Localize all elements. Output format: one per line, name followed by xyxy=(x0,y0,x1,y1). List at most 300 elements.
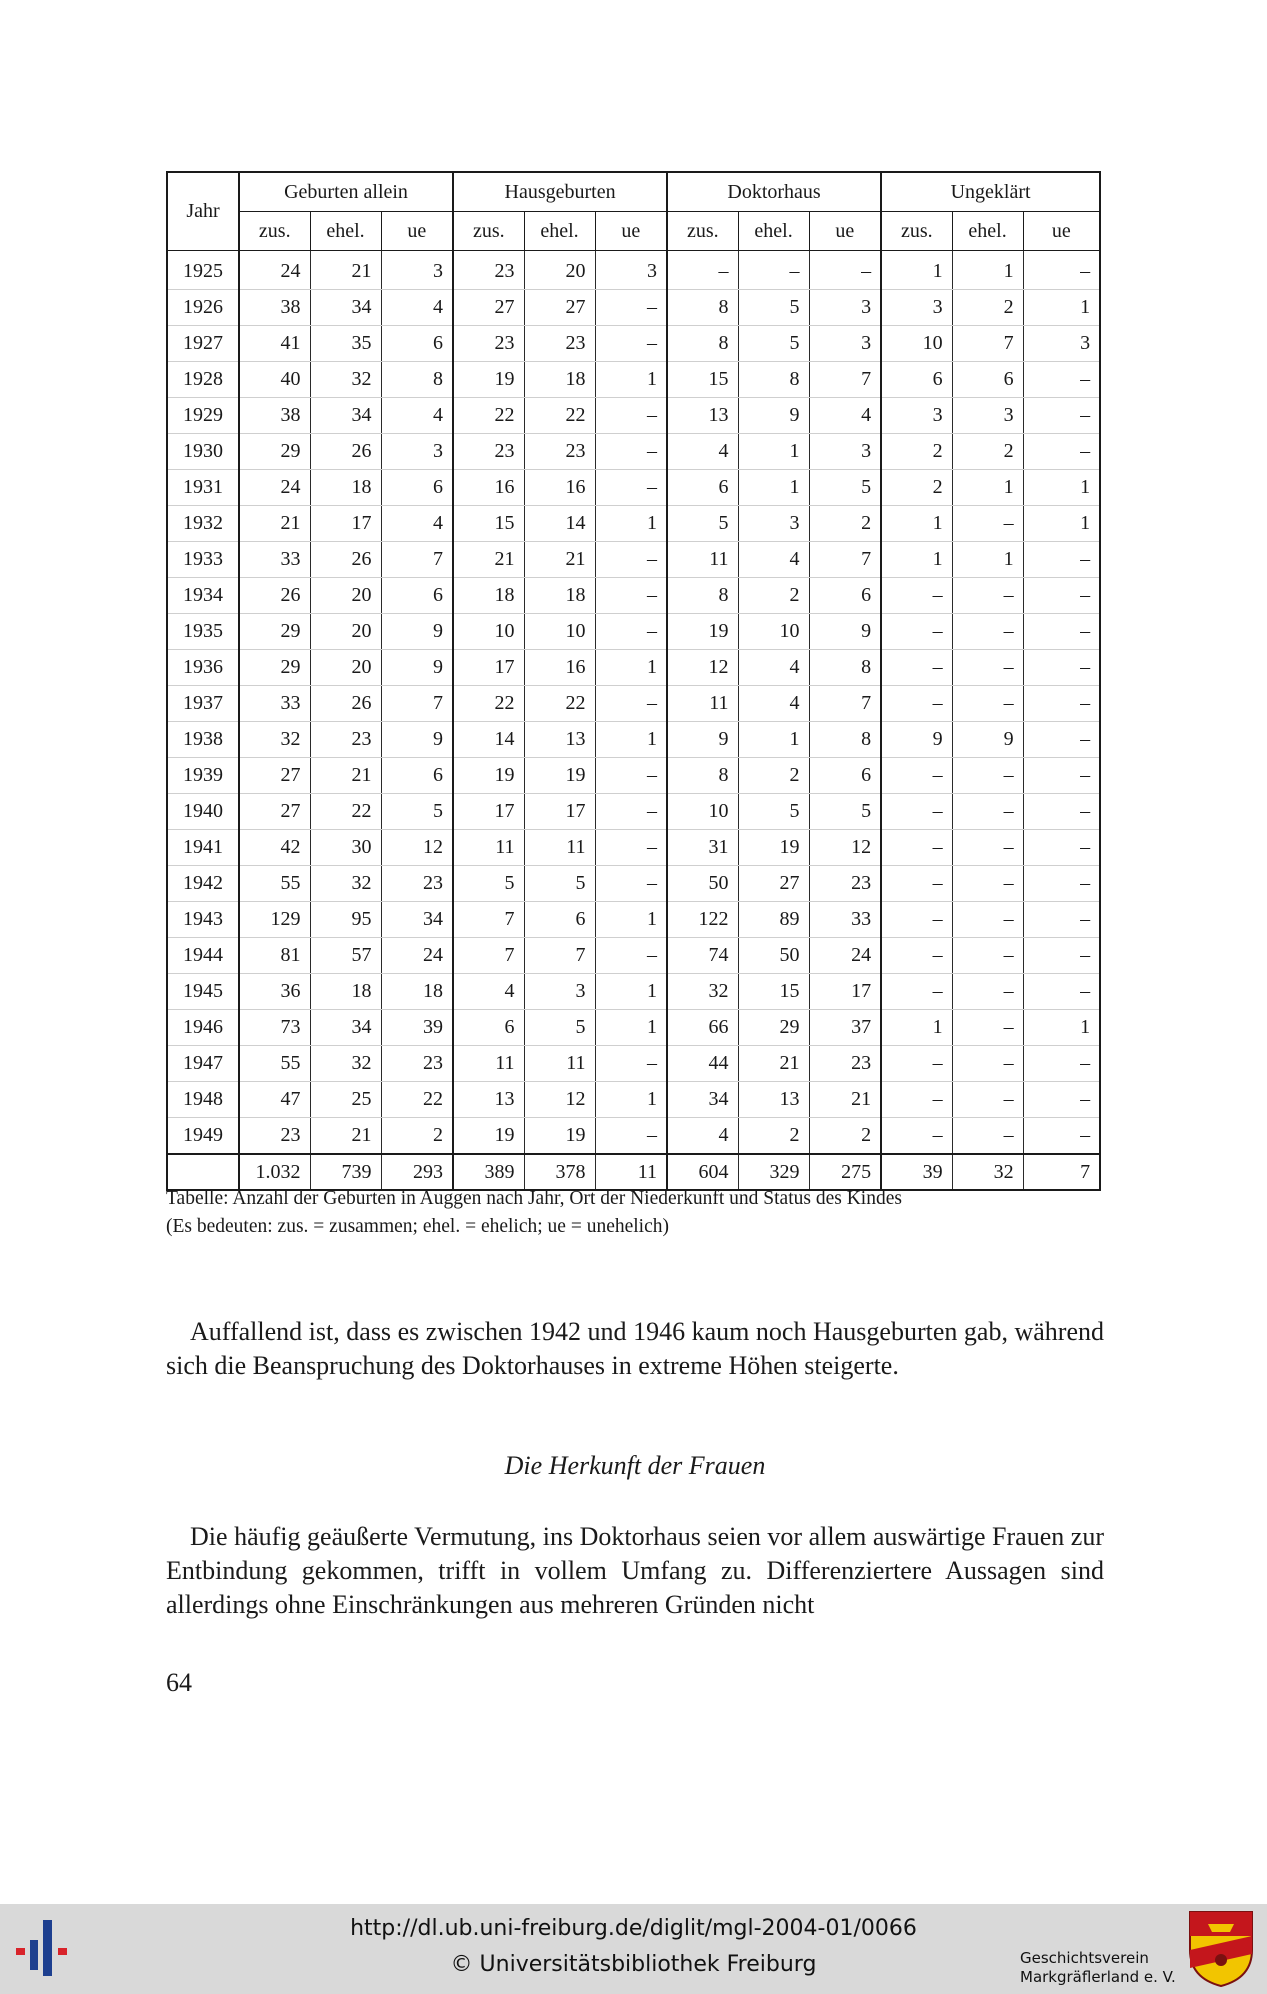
table-cell: – xyxy=(1023,1082,1100,1118)
table-cell: 36 xyxy=(239,974,310,1010)
table-body xyxy=(167,251,1100,1155)
table-cell: 18 xyxy=(310,974,381,1010)
table-cell: 12 xyxy=(524,1082,595,1118)
table-cell: 24 xyxy=(809,938,881,974)
year-cell: 1931 xyxy=(167,470,239,506)
subheader-ue: ue xyxy=(381,212,453,251)
table-cell: 23 xyxy=(381,1046,453,1082)
table-cell: 26 xyxy=(239,578,310,614)
table-row xyxy=(167,578,1100,614)
table-cell: – xyxy=(952,758,1023,794)
table-row xyxy=(167,542,1100,578)
table-cell: 20 xyxy=(310,578,381,614)
society-name-line-1: Geschichtsverein xyxy=(1020,1949,1149,1967)
table-cell: 24 xyxy=(239,251,310,290)
births-table xyxy=(166,171,1101,1191)
table-cell: – xyxy=(1023,362,1100,398)
table-cell: 2 xyxy=(738,1118,809,1155)
table-cell: 6 xyxy=(381,470,453,506)
table-cell: 27 xyxy=(524,290,595,326)
table-cell: – xyxy=(595,290,667,326)
table-cell: – xyxy=(881,686,952,722)
table-row xyxy=(167,614,1100,650)
year-cell: 1932 xyxy=(167,506,239,542)
table-cell: – xyxy=(952,650,1023,686)
table-cell: – xyxy=(595,1118,667,1155)
year-cell: 1942 xyxy=(167,866,239,902)
table-cell: 57 xyxy=(310,938,381,974)
table-cell: 3 xyxy=(809,326,881,362)
total-cell: 11 xyxy=(595,1154,667,1190)
table-cell: – xyxy=(881,902,952,938)
table-subheader-row xyxy=(167,212,1100,251)
total-cell: 7 xyxy=(1023,1154,1100,1190)
table-cell: 1 xyxy=(1023,470,1100,506)
table-cell: 7 xyxy=(524,938,595,974)
table-cell: 27 xyxy=(453,290,524,326)
table-row xyxy=(167,251,1100,290)
table-cell: 10 xyxy=(738,614,809,650)
table-cell: 6 xyxy=(381,758,453,794)
table-cell: 9 xyxy=(381,614,453,650)
table-cell: 12 xyxy=(809,830,881,866)
table-cell: 50 xyxy=(738,938,809,974)
table-cell: 3 xyxy=(809,434,881,470)
table-row xyxy=(167,830,1100,866)
table-row xyxy=(167,686,1100,722)
table-cell: 8 xyxy=(667,290,738,326)
table-cell: 11 xyxy=(667,686,738,722)
table-row xyxy=(167,398,1100,434)
table-cell: 34 xyxy=(310,1010,381,1046)
table-cell: – xyxy=(881,758,952,794)
table-cell: 2 xyxy=(881,470,952,506)
table-cell: 1 xyxy=(1023,1010,1100,1046)
table-row xyxy=(167,326,1100,362)
table-row xyxy=(167,1082,1100,1118)
table-row xyxy=(167,362,1100,398)
table-cell: 1 xyxy=(595,362,667,398)
table-cell: 21 xyxy=(809,1082,881,1118)
table-cell: 11 xyxy=(524,830,595,866)
table-cell: 34 xyxy=(381,902,453,938)
table-cell: 41 xyxy=(239,326,310,362)
table-cell: 18 xyxy=(381,974,453,1010)
table-cell: 22 xyxy=(524,686,595,722)
table-cell: 40 xyxy=(239,362,310,398)
table-cell: – xyxy=(952,1118,1023,1155)
table-cell: 29 xyxy=(239,434,310,470)
total-cell: 739 xyxy=(310,1154,381,1190)
table-cell: 5 xyxy=(738,326,809,362)
table-cell: 3 xyxy=(952,398,1023,434)
society-name-line-2: Markgräflerland e. V. xyxy=(1020,1968,1176,1986)
table-cell: 1 xyxy=(952,251,1023,290)
table-cell: 32 xyxy=(310,362,381,398)
table-cell: 1 xyxy=(595,974,667,1010)
table-cell: 14 xyxy=(524,506,595,542)
table-cell: 19 xyxy=(453,362,524,398)
table-cell: 1 xyxy=(738,722,809,758)
year-cell: 1934 xyxy=(167,578,239,614)
table-row xyxy=(167,902,1100,938)
table-cell: 21 xyxy=(453,542,524,578)
table-cell: 19 xyxy=(453,758,524,794)
table-cell: 4 xyxy=(738,542,809,578)
table-cell: 3 xyxy=(524,974,595,1010)
table-cell: 23 xyxy=(809,866,881,902)
table-cell: 4 xyxy=(453,974,524,1010)
table-cell: 7 xyxy=(952,326,1023,362)
table-cell: 9 xyxy=(667,722,738,758)
table-cell: – xyxy=(952,794,1023,830)
table-cell: 18 xyxy=(524,362,595,398)
year-cell: 1935 xyxy=(167,614,239,650)
table-cell: 5 xyxy=(381,794,453,830)
table-cell: 15 xyxy=(738,974,809,1010)
table-cell: 27 xyxy=(738,866,809,902)
table-cell: 23 xyxy=(381,866,453,902)
table-row xyxy=(167,1118,1100,1155)
table-cell: – xyxy=(595,470,667,506)
table-cell: 33 xyxy=(239,542,310,578)
table-cell: 66 xyxy=(667,1010,738,1046)
table-cell: 6 xyxy=(453,1010,524,1046)
year-cell: 1948 xyxy=(167,1082,239,1118)
table-cell: 4 xyxy=(381,398,453,434)
table-cell: 7 xyxy=(809,362,881,398)
total-cell: 39 xyxy=(881,1154,952,1190)
table-cell: 6 xyxy=(524,902,595,938)
table-cell: 19 xyxy=(524,1118,595,1155)
table-cell: 21 xyxy=(310,251,381,290)
table-cell: 2 xyxy=(952,434,1023,470)
table-cell: 1 xyxy=(881,251,952,290)
table-cell: 30 xyxy=(310,830,381,866)
library-footer xyxy=(0,1904,1267,1994)
year-cell: 1938 xyxy=(167,722,239,758)
table-cell: 2 xyxy=(881,434,952,470)
table-cell: – xyxy=(952,830,1023,866)
table-cell: – xyxy=(1023,1046,1100,1082)
table-row xyxy=(167,434,1100,470)
table-cell: 19 xyxy=(667,614,738,650)
table-row xyxy=(167,794,1100,830)
table-cell: 8 xyxy=(809,650,881,686)
table-cell: 38 xyxy=(239,398,310,434)
table-cell: – xyxy=(1023,1118,1100,1155)
year-cell: 1940 xyxy=(167,794,239,830)
year-cell: 1927 xyxy=(167,326,239,362)
table-cell: 1 xyxy=(595,1082,667,1118)
table-cell: 11 xyxy=(667,542,738,578)
total-cell: 329 xyxy=(738,1154,809,1190)
table-cell: 6 xyxy=(809,758,881,794)
table-row xyxy=(167,758,1100,794)
table-cell: 9 xyxy=(809,614,881,650)
table-cell: – xyxy=(1023,830,1100,866)
table-cell: 29 xyxy=(239,614,310,650)
table-cell: 22 xyxy=(310,794,381,830)
year-cell: 1943 xyxy=(167,902,239,938)
table-cell: – xyxy=(667,251,738,290)
table-cell: 1 xyxy=(952,542,1023,578)
table-cell: 50 xyxy=(667,866,738,902)
table-cell: 4 xyxy=(738,686,809,722)
table-cell: 4 xyxy=(667,434,738,470)
table-cell: 3 xyxy=(595,251,667,290)
table-cell: 1 xyxy=(881,506,952,542)
table-cell: – xyxy=(738,251,809,290)
table-row xyxy=(167,650,1100,686)
table-cell: 22 xyxy=(453,398,524,434)
year-cell: 1937 xyxy=(167,686,239,722)
table-cell: 22 xyxy=(453,686,524,722)
table-cell: – xyxy=(809,251,881,290)
coat-of-arms-icon xyxy=(1188,1910,1254,1988)
table-cell: 8 xyxy=(667,578,738,614)
year-cell: 1925 xyxy=(167,251,239,290)
table-cell: 23 xyxy=(453,326,524,362)
table-cell: 29 xyxy=(239,650,310,686)
table-cell: – xyxy=(595,326,667,362)
year-cell: 1941 xyxy=(167,830,239,866)
table-cell: 5 xyxy=(738,290,809,326)
table-cell: 81 xyxy=(239,938,310,974)
table-cell: 73 xyxy=(239,1010,310,1046)
table-cell: 5 xyxy=(809,794,881,830)
table-cell: 21 xyxy=(310,1118,381,1155)
table-cell: 12 xyxy=(381,830,453,866)
table-cell: – xyxy=(881,650,952,686)
table-cell: 21 xyxy=(738,1046,809,1082)
library-url-link[interactable]: http://dl.ub.uni-freiburg.de/diglit/mgl-2004-01/0066 xyxy=(350,1916,917,1941)
table-cell: 17 xyxy=(809,974,881,1010)
table-cell: 13 xyxy=(453,1082,524,1118)
subheader-ue: ue xyxy=(809,212,881,251)
group-header-alone: Geburten allein xyxy=(239,172,453,212)
table-cell: 38 xyxy=(239,290,310,326)
table-cell: – xyxy=(952,506,1023,542)
table-cell: – xyxy=(1023,578,1100,614)
society-name xyxy=(1020,1949,1176,1987)
copyright-text: © Universitätsbibliothek Freiburg xyxy=(450,1952,817,1977)
table-cell: 23 xyxy=(239,1118,310,1155)
table-cell: 5 xyxy=(738,794,809,830)
table-cell: 74 xyxy=(667,938,738,974)
year-cell: 1930 xyxy=(167,434,239,470)
subheader-zus: zus. xyxy=(239,212,310,251)
table-cell: 3 xyxy=(1023,326,1100,362)
table-cell: 13 xyxy=(667,398,738,434)
table-cell: – xyxy=(595,794,667,830)
table-cell: 1 xyxy=(952,470,1023,506)
table-cell: 2 xyxy=(809,1118,881,1155)
year-column-header: Jahr xyxy=(167,172,239,251)
table-cell: 20 xyxy=(310,650,381,686)
table-cell: 7 xyxy=(381,686,453,722)
group-header-unclear: Ungeklärt xyxy=(881,172,1100,212)
table-cell: 1 xyxy=(738,470,809,506)
table-cell: 17 xyxy=(453,794,524,830)
table-cell: – xyxy=(1023,614,1100,650)
table-cell: 2 xyxy=(738,578,809,614)
year-cell: 1933 xyxy=(167,542,239,578)
table-row xyxy=(167,470,1100,506)
table-cell: 1 xyxy=(595,1010,667,1046)
table-cell: – xyxy=(1023,650,1100,686)
table-row xyxy=(167,974,1100,1010)
table-cell: 8 xyxy=(667,326,738,362)
table-cell: – xyxy=(952,1082,1023,1118)
year-cell: 1944 xyxy=(167,938,239,974)
table-cell: – xyxy=(881,794,952,830)
table-cell: – xyxy=(881,614,952,650)
total-cell: 604 xyxy=(667,1154,738,1190)
total-cell: 293 xyxy=(381,1154,453,1190)
table-cell: – xyxy=(952,614,1023,650)
year-cell: 1936 xyxy=(167,650,239,686)
table-cell: 29 xyxy=(738,1010,809,1046)
table-row xyxy=(167,506,1100,542)
table-cell: 9 xyxy=(381,722,453,758)
table-cell: 1 xyxy=(595,650,667,686)
table-cell: – xyxy=(1023,398,1100,434)
table-row xyxy=(167,290,1100,326)
table-cell: 12 xyxy=(667,650,738,686)
table-cell: – xyxy=(595,1046,667,1082)
table-cell: 9 xyxy=(952,722,1023,758)
table-cell: – xyxy=(595,398,667,434)
table-cell: 8 xyxy=(738,362,809,398)
year-cell: 1946 xyxy=(167,1010,239,1046)
table-cell: 17 xyxy=(453,650,524,686)
table-cell: 16 xyxy=(524,650,595,686)
table-cell: 33 xyxy=(239,686,310,722)
table-cell: 35 xyxy=(310,326,381,362)
table-cell: 1 xyxy=(738,434,809,470)
table-cell: 6 xyxy=(667,470,738,506)
table-cell: 2 xyxy=(738,758,809,794)
table-cell: 2 xyxy=(952,290,1023,326)
subheader-ehel: ehel. xyxy=(738,212,809,251)
table-cell: 95 xyxy=(310,902,381,938)
table-cell: 8 xyxy=(667,758,738,794)
table-cell: – xyxy=(881,1046,952,1082)
table-cell: 3 xyxy=(881,398,952,434)
table-cell: 10 xyxy=(453,614,524,650)
table-cell: – xyxy=(881,578,952,614)
table-cell: – xyxy=(881,1082,952,1118)
table-cell: 122 xyxy=(667,902,738,938)
table-cell: 19 xyxy=(453,1118,524,1155)
table-cell: 5 xyxy=(524,1010,595,1046)
table-cell: 19 xyxy=(524,758,595,794)
table-cell: – xyxy=(595,938,667,974)
table-cell: 2 xyxy=(809,506,881,542)
table-cell: 34 xyxy=(310,290,381,326)
table-cell: 10 xyxy=(524,614,595,650)
table-cell: 3 xyxy=(738,506,809,542)
group-header-doctor-house: Doktorhaus xyxy=(667,172,881,212)
table-cell: 15 xyxy=(453,506,524,542)
subheader-ue: ue xyxy=(595,212,667,251)
table-cell: 26 xyxy=(310,686,381,722)
table-cell: 1 xyxy=(595,506,667,542)
table-cell: 11 xyxy=(453,830,524,866)
table-cell: – xyxy=(952,686,1023,722)
table-cell: 5 xyxy=(809,470,881,506)
table-cell: 27 xyxy=(239,758,310,794)
table-cell: 18 xyxy=(310,470,381,506)
total-cell: 32 xyxy=(952,1154,1023,1190)
table-cell: – xyxy=(595,686,667,722)
table-cell: 39 xyxy=(381,1010,453,1046)
table-cell: 24 xyxy=(239,470,310,506)
table-cell: 8 xyxy=(381,362,453,398)
table-cell: 1 xyxy=(595,722,667,758)
subheader-ehel: ehel. xyxy=(310,212,381,251)
table-cell: 32 xyxy=(310,1046,381,1082)
year-cell: 1949 xyxy=(167,1118,239,1155)
table-cell: 9 xyxy=(381,650,453,686)
table-cell: 17 xyxy=(310,506,381,542)
table-cell: – xyxy=(952,938,1023,974)
table-cell: 15 xyxy=(667,362,738,398)
table-cell: 18 xyxy=(453,578,524,614)
table-cell: 10 xyxy=(881,326,952,362)
table-row xyxy=(167,722,1100,758)
table-cell: 26 xyxy=(310,434,381,470)
table-cell: 7 xyxy=(809,686,881,722)
table-cell: 6 xyxy=(952,362,1023,398)
caption-line-2: (Es bedeuten: zus. = zusammen; ehel. = ehelich; ue = unehelich) xyxy=(166,1216,669,1237)
table-row xyxy=(167,866,1100,902)
table-cell: – xyxy=(881,866,952,902)
table-cell: 13 xyxy=(524,722,595,758)
table-cell: – xyxy=(1023,902,1100,938)
table-cell: 4 xyxy=(381,290,453,326)
table-cell: 5 xyxy=(524,866,595,902)
table-cell: – xyxy=(1023,251,1100,290)
table-cell: 1 xyxy=(595,902,667,938)
table-row xyxy=(167,938,1100,974)
table-cell: 5 xyxy=(667,506,738,542)
table-cell: 31 xyxy=(667,830,738,866)
table-cell: 23 xyxy=(453,434,524,470)
table-cell: – xyxy=(881,974,952,1010)
total-cell: 378 xyxy=(524,1154,595,1190)
table-cell: – xyxy=(1023,866,1100,902)
total-cell: 275 xyxy=(809,1154,881,1190)
subheader-zus: zus. xyxy=(881,212,952,251)
table-cell: – xyxy=(952,974,1023,1010)
table-row xyxy=(167,1046,1100,1082)
table-cell: 11 xyxy=(524,1046,595,1082)
year-cell: 1929 xyxy=(167,398,239,434)
table-cell: 3 xyxy=(381,251,453,290)
table-cell: 32 xyxy=(239,722,310,758)
table-cell: 24 xyxy=(381,938,453,974)
table-cell: 32 xyxy=(310,866,381,902)
table-cell: – xyxy=(881,830,952,866)
table-cell: – xyxy=(595,758,667,794)
table-cell: – xyxy=(1023,722,1100,758)
table-cell: 19 xyxy=(738,830,809,866)
table-cell: 33 xyxy=(809,902,881,938)
table-cell: 16 xyxy=(453,470,524,506)
table-cell: 7 xyxy=(453,902,524,938)
